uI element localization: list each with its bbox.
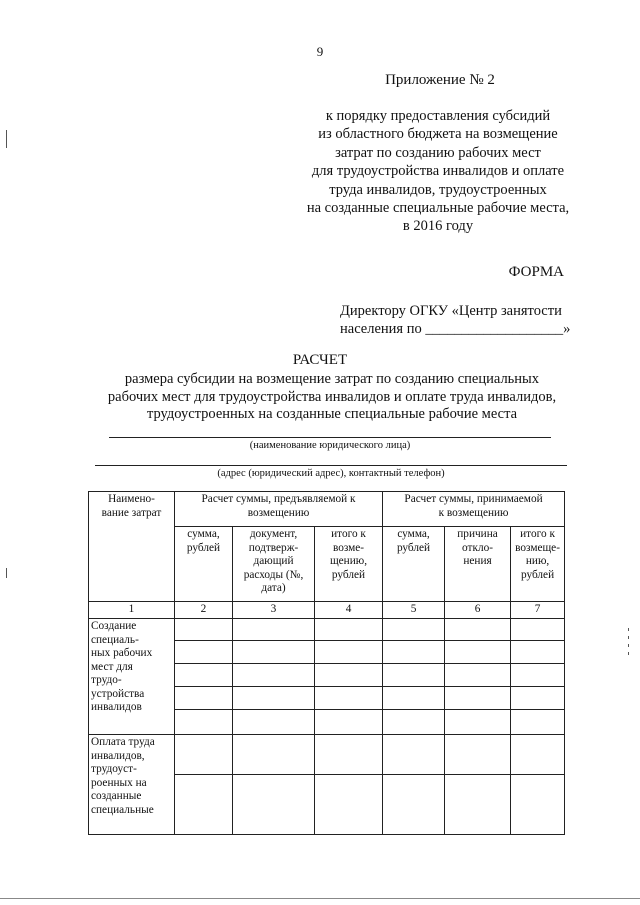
table-cell[interactable] [511,735,565,775]
table-cell[interactable] [175,687,233,710]
table-cell[interactable] [383,664,445,687]
table-cell[interactable] [233,619,315,641]
table-cell[interactable] [383,710,445,735]
table-cell[interactable] [175,775,233,835]
appendix-purpose [283,107,593,236]
table-cell[interactable] [175,664,233,687]
table-cell[interactable] [315,641,383,664]
table-cell[interactable] [315,687,383,710]
header-claimed-sum: сумма, рублей [175,527,233,602]
table-cell[interactable] [175,641,233,664]
purpose-line: для трудоустройства инвалидов и оплате [311,163,565,180]
table-cell[interactable] [383,619,445,641]
calculation-subtitle [97,371,567,424]
table-cell[interactable] [383,687,445,710]
table-cell[interactable] [383,775,445,835]
scan-speck [628,628,629,631]
column-number: 4 [315,602,383,619]
table-cell[interactable] [233,775,315,835]
region-blank-field[interactable]: ___________________ [425,321,564,337]
address-hint: (адрес (юридический адрес), контактный телефон) [217,468,445,479]
subtitle-line: размера субсидии на возмещение затрат по созданию специальных [124,371,540,387]
scan-speck [628,636,629,639]
table-cell[interactable] [315,710,383,735]
column-number: 3 [233,602,315,619]
table-cell[interactable] [233,687,315,710]
table-cell[interactable] [445,710,511,735]
header-accepted-total: итого к возмеще- нию, рублей [511,527,565,602]
header-claimed-document: документ, подтверж- дающий расходы (№, дата) [233,527,315,602]
table-cell[interactable] [315,775,383,835]
table-cell[interactable] [175,735,233,775]
legal-entity-hint: (наименование юридического лица) [249,440,411,451]
table-cell[interactable] [445,641,511,664]
calculation-title: РАСЧЕТ [292,352,348,368]
header-claimed-group: Расчет суммы, предъявляемой к возмещению [175,492,383,527]
column-number: 7 [511,602,565,619]
table-cell[interactable] [315,664,383,687]
table-cell[interactable] [383,735,445,775]
purpose-line: труда инвалидов, трудоустроенных [329,181,547,198]
table-cell[interactable] [233,664,315,687]
calculation-table [88,491,565,835]
table-cell[interactable] [511,775,565,835]
table-cell[interactable] [233,710,315,735]
subtitle-line: трудоустроенных на созданные специальные рабочие места [146,406,518,422]
table-cell[interactable] [233,735,315,775]
table-cell[interactable] [511,710,565,735]
row-label-job-creation: Создание специаль- ных рабочих мест для трудо- устройства инвалидов [89,619,175,735]
form-label: ФОРМА [508,264,564,280]
appendix-title: Приложение № 2 [385,72,495,88]
scan-margin-mark [6,568,7,578]
purpose-line: к порядку предоставления субсидий [325,108,551,124]
table-cell[interactable] [233,641,315,664]
addressee-block [340,302,580,338]
table-cell[interactable] [511,619,565,641]
addressee-line-2 [340,320,580,338]
column-number: 2 [175,602,233,619]
page-number: 9 [316,44,324,59]
legal-entity-fill-line[interactable] [109,437,551,438]
table-cell[interactable] [315,735,383,775]
header-accepted-group: Расчет суммы, принимаемой к возмещению [383,492,565,527]
purpose-line: затрат по созданию рабочих мест [335,144,541,161]
header-cost-name: Наимено- вание затрат [89,492,175,602]
subtitle-line: рабочих мест для трудоустройства инвалидов и оплате труда инвалидов, [107,388,557,405]
scan-speck [628,644,629,647]
table-cell[interactable] [175,619,233,641]
scan-margin-mark [6,130,7,148]
table-cell[interactable] [445,619,511,641]
table-cell[interactable] [511,687,565,710]
table-cell[interactable] [383,641,445,664]
addressee-prefix: населения по [340,321,426,337]
column-number: 1 [89,602,175,619]
scan-speck [628,652,629,655]
row-label-labor-payment: Оплата труда инвалидов, трудоуст- роенных на созданные специальные [89,735,175,835]
header-claimed-total: итого к возме- щению, рублей [315,527,383,602]
addressee-suffix: » [563,321,571,337]
table-cell[interactable] [445,735,511,775]
header-accepted-sum: сумма, рублей [383,527,445,602]
table-cell[interactable] [445,687,511,710]
table-cell[interactable] [445,664,511,687]
table-cell[interactable] [511,641,565,664]
purpose-line: из областного бюджета на возмещение [318,126,558,143]
purpose-line: в 2016 году [402,218,474,235]
column-number: 6 [445,602,511,619]
table-cell[interactable] [175,710,233,735]
purpose-line: на созданные специальные рабочие места, [306,200,570,217]
addressee-line: Директору ОГКУ «Центр занятости [340,303,562,319]
address-fill-line[interactable] [95,465,567,466]
scan-bottom-edge [0,898,640,899]
table-cell[interactable] [511,664,565,687]
table-cell[interactable] [445,775,511,835]
table-cell[interactable] [315,619,383,641]
header-deviation-reason: причина откло- нения [445,527,511,602]
column-number: 5 [383,602,445,619]
